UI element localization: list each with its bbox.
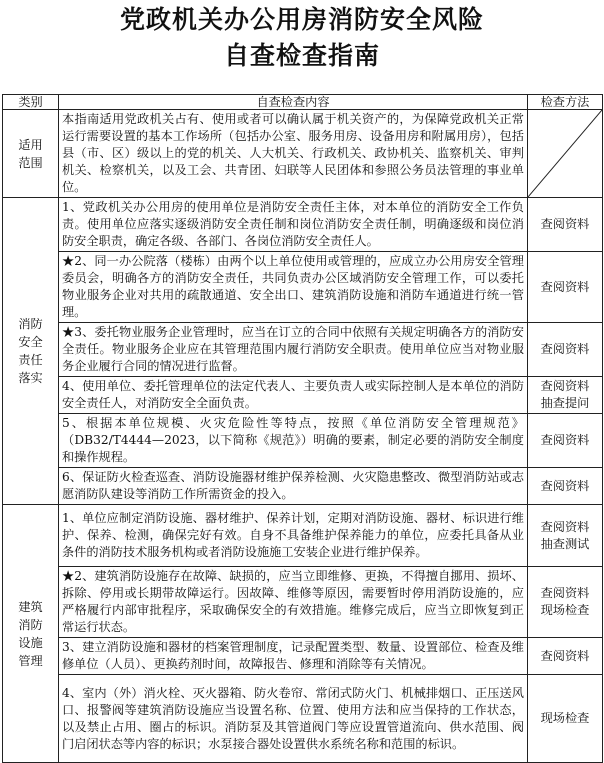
method-cell: 查阅资料	[528, 468, 603, 505]
content-cell: ★2、建筑消防设施存在故障、缺损的，应当立即维修、更换，不得擅自挪用、损坏、拆除、停用或长期带故障运行。因故障、维修等原因，需要暂时停用消防设施的，应严格履行内部审批程序，采取确保安全的有效措施。维修完成后，应当立即恢复到正常运行状态。	[59, 567, 528, 638]
method-cell: 查阅资料	[528, 252, 603, 323]
diagonal-slash	[528, 110, 602, 197]
table-row	[3, 198, 603, 252]
content-cell: 4、室内（外）消火栓、灭火器箱、防火卷帘、常闭式防火门、机械排烟口、正压送风口、报警阀等建筑消防设施应当设置名称、位置、使用方法和应当保持的工作状态，以及禁止占用、圈占的标识。消防泵及其管道阀门等应设置管道流向、供水范围、阀门启闭状态等内容的标识；水泵接合器处设置供水系统名称和范围的标识。	[59, 675, 528, 763]
table-row	[3, 567, 603, 638]
method-cell: 现场检查	[528, 675, 603, 763]
content-cell: 5、根据本单位规模、火灾危险性等特点，按照《单位消防安全管理规范》（DB32/T4444—2023，以下简称《规范》）明确的要素，制定必要的消防安全制度和操作规程。	[59, 414, 528, 468]
method-cell-empty	[528, 110, 603, 198]
header-method: 检查方法	[528, 95, 603, 110]
method-cell: 查阅资料	[528, 323, 603, 377]
content-cell: 4、使用单位、委托管理单位的法定代表人、主要负责人或实际控制人是本单位的消防安全责任人，对消防安全全面负责。	[59, 377, 528, 414]
table-row	[3, 323, 603, 377]
method-cell: 查阅资料	[528, 638, 603, 675]
content-cell: 本指南适用党政机关占有、使用或者可以确认属于机关资产的，为保障党政机关正常运行需要设置的基本工作场所（包括办公室、服务用房、设备用房和附属用房），包括县（市、区）级以上的党的机关、人大机关、行政机关、政协机关、监察机关、审判机关、检察机关，以及工会、共青团、妇联等人民团体和参照公务员法管理的事业单位。	[59, 110, 528, 198]
table-header-row	[3, 95, 603, 110]
method-cell: 查阅资料 抽查提问	[528, 377, 603, 414]
content-cell: ★2、同一办公院落（楼栋）由两个以上单位使用或管理的，应成立办公用房安全管理委员会，明确各方的消防安全责任，共同负责办公区域消防安全管理工作，可以委托物业服务企业对共用的疏散通道、安全出口、建筑消防设施和消防车通道进行统一管理。	[59, 252, 528, 323]
content-cell: 3、建立消防设施和器材的档案管理制度，记录配置类型、数量、设置部位、检查及维修单位（人员）、更换药剂时间，故障报告、修理和消除等有关情况。	[59, 638, 528, 675]
content-cell: 1、党政机关办公用房的使用单位是消防安全责任主体，对本单位的消防安全工作负责。使用单位应落实逐级消防安全责任制和岗位消防安全责任制，明确逐级和岗位消防安全职责，确定各级、各部门、各岗位消防安全责任人。	[59, 198, 528, 252]
table-row	[3, 505, 603, 567]
document-title-line-1: 党政机关办公用房消防安全风险	[119, 5, 484, 34]
category-responsibility: 消防 安全 责任 落实	[3, 198, 59, 505]
table-row	[3, 638, 603, 675]
category-fire-facilities: 建筑 消防 设施 管理	[3, 505, 59, 763]
content-cell: 1、单位应制定消防设施、器材维护、保养计划，定期对消防设施、器材、标识进行维护、保养、检测，确保完好有效。自身不具备维护保养能力的单位，应委托具备从业条件的消防技术服务机构或者消防设施施工安装企业进行维护保养。	[59, 505, 528, 567]
category-scope: 适用 范围	[3, 110, 59, 198]
header-category: 类别	[3, 95, 59, 110]
method-cell: 查阅资料 现场检查	[528, 567, 603, 638]
table-row	[3, 675, 603, 763]
method-cell: 查阅资料	[528, 198, 603, 252]
checklist-table	[2, 94, 603, 763]
content-cell: ★3、委托物业服务企业管理时，应当在订立的合同中依照有关规定明确各方的消防安全责任。物业服务企业应在其管理范围内履行消防安全职责。使用单位应当对物业服务企业履行合同的情况进行监督。	[59, 323, 528, 377]
content-cell: 6、保证防火检查巡查、消防设施器材维护保养检测、火灾隐患整改、微型消防站或志愿消防队建设等消防工作所需资金的投入。	[59, 468, 528, 505]
table-row	[3, 468, 603, 505]
table-row	[3, 252, 603, 323]
method-cell: 查阅资料	[528, 414, 603, 468]
method-cell: 查阅资料 抽查测试	[528, 505, 603, 567]
header-content: 自查检查内容	[59, 95, 528, 110]
table-row	[3, 377, 603, 414]
document-title-line-2: 自查检查指南	[223, 41, 380, 70]
table-row	[3, 110, 603, 198]
table-row	[3, 414, 603, 468]
